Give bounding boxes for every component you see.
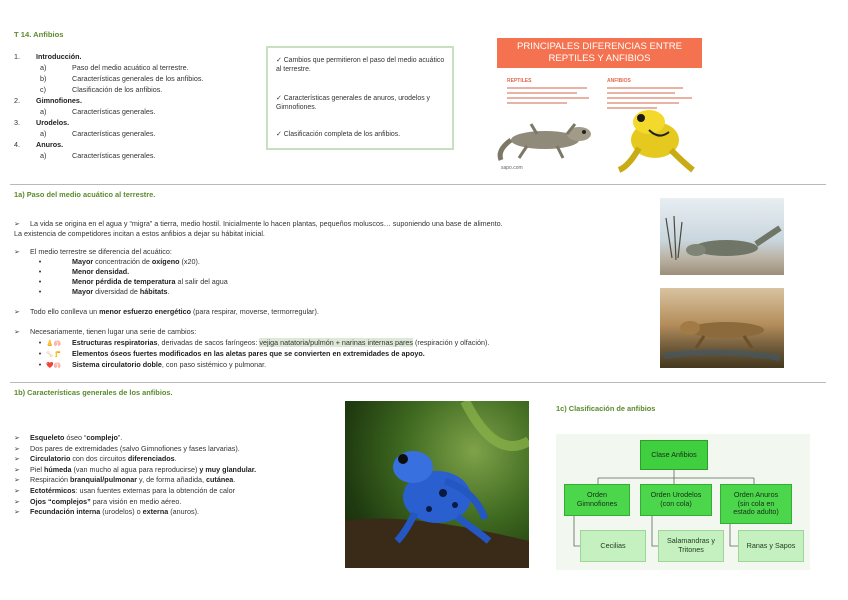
- objective-item: ✓ Características generales de anuros, urodelos y Gimnofiones.: [276, 95, 430, 112]
- heart-icon: ❤️🫁: [46, 363, 61, 369]
- arrow-bullet-icon: ➢: [14, 443, 21, 453]
- change-item: • 👃🫁 Estructuras respiratorias, derivadas de sacos faríngeos: vejiga natatoria/pulmón + narinas internas pares (respiración y olfación).: [38, 338, 490, 347]
- arrow-bullet-icon: ➢: [14, 475, 21, 485]
- differences-title: PRINCIPALES DIFERENCIAS ENTRE REPTILES Y ANFIBIOS: [497, 38, 702, 68]
- paragraph-origin: ➢ La vida se origina en el agua y “migra” a tierra, medio hostil. Inicialmente lo hacen plantas, pequeños moluscos… suponiendo una base de alimento.: [14, 219, 503, 228]
- characteristic-item: ➢ Fecundación interna (urodelos) o externa (anuros).: [14, 507, 199, 517]
- arrow-bullet-icon: ➢: [14, 454, 21, 464]
- section-1c-heading: 1c) Clasificación de anfibios: [556, 404, 656, 413]
- list-item: • Menor pérdida de temperatura al salir del agua: [38, 277, 228, 286]
- section-divider: [10, 184, 826, 185]
- list-item: • Mayor concentración de oxígeno (x20).: [38, 257, 200, 266]
- blue-frog-photo: [345, 401, 529, 568]
- arrow-bullet-icon: ➢: [14, 247, 21, 256]
- anfibios-column-title: ANFIBIOS: [607, 78, 631, 84]
- highlight: vejiga natatoria/pulmón + narinas internas pares: [259, 338, 414, 347]
- gecko-illustration: [497, 110, 597, 168]
- differences-card: [497, 38, 702, 174]
- yellow-frog-illustration: [609, 100, 701, 174]
- paragraph-origin-cont: La existencia de competidores incitan a estos anfibios a dejar su hábitat inicial.: [14, 229, 265, 238]
- reptiles-column-title: REPTILES: [507, 78, 532, 84]
- arrow-bullet-icon: ➢: [14, 219, 21, 228]
- characteristic-item: ➢ Respiración branquial/pulmonar y, de forma añadida, cutánea.: [14, 475, 236, 485]
- arrow-bullet-icon: ➢: [14, 307, 21, 316]
- paragraph-energia: ➢ Todo ello conlleva un menor esfuerzo energético (para respirar, moverse, termorregular).: [14, 307, 319, 316]
- arrow-bullet-icon: ➢: [14, 496, 21, 506]
- node-orden-gimnofiones: Orden Gimnofiones: [564, 484, 630, 516]
- section-1b-heading: 1b) Características generales de los anfibios.: [14, 388, 173, 397]
- classification-diagram: [556, 434, 810, 570]
- section-1a-heading: 1a) Paso del medio acuático al terrestre.: [14, 190, 156, 199]
- characteristic-item: ➢ Dos pares de extremidades (salvo Gimnofiones y fases larvarias).: [14, 443, 240, 453]
- arrow-bullet-icon: ➢: [14, 327, 21, 336]
- bone-icon: 🦴🦵: [46, 352, 61, 358]
- node-orden-urodelos: Orden Urodelos (con cola): [640, 484, 712, 516]
- outline-label: Introducción.: [36, 52, 82, 61]
- objective-item: ✓ Cambios que permitieron el paso del medio acuático al terrestre.: [276, 57, 445, 74]
- node-salamandras-tritones: Salamandras y Tritones: [658, 530, 724, 562]
- amphibian-fossil-photo-2: [660, 288, 784, 368]
- paragraph-cambios: ➢ Necesariamente, tienen lugar una serie de cambios:: [14, 327, 197, 336]
- characteristic-item: ➢ Ectotérmicos: usan fuentes externas para la obtención de calor: [14, 486, 235, 495]
- objectives-box: [266, 46, 454, 150]
- node-ranas-sapos: Ranas y Sapos: [738, 530, 804, 562]
- characteristic-item: ➢ Esqueleto óseo “complejo”.: [14, 433, 123, 442]
- section-divider: [10, 382, 826, 383]
- characteristic-item: ➢ Ojos “complejos” para visión en medio aéreo.: [14, 496, 182, 506]
- list-item: • Menor densidad.: [38, 267, 130, 276]
- node-orden-anuros: Orden Anuros (sin cola en estado adulto): [720, 484, 792, 524]
- paragraph-terrestre: ➢ El medio terrestre se diferencia del acuático:: [14, 247, 172, 256]
- change-item: • ❤️🫁 Sistema circulatorio doble, con paso sistémico y pulmonar.: [38, 360, 267, 369]
- characteristic-item: ➢ Circulatorio con dos circuitos diferenciados.: [14, 454, 177, 464]
- objective-item: ✓ Clasificación completa de los anfibios.: [276, 131, 401, 138]
- image-credit: sapo.com: [501, 165, 523, 171]
- characteristic-item: ➢ Piel húmeda (van mucho al agua para reproducirse) y muy glandular.: [14, 464, 257, 474]
- node-clase-anfibios: Clase Anfibios: [640, 440, 708, 470]
- arrow-bullet-icon: ➢: [14, 464, 21, 474]
- arrow-bullet-icon: ➢: [14, 486, 21, 495]
- lung-nose-icon: 👃🫁: [46, 341, 61, 347]
- amphibian-fossil-photo-1: [660, 198, 784, 275]
- list-item: • Mayor diversidad de hábitats.: [38, 287, 170, 296]
- page-title: T 14. Anfibios: [14, 30, 64, 39]
- node-cecilias: Cecilias: [580, 530, 646, 562]
- change-item: • 🦴🦵 Elementos óseos fuertes modificados en las aletas pares que se convierten en extremidades de apoyo.: [38, 349, 425, 358]
- arrow-bullet-icon: ➢: [14, 433, 21, 442]
- arrow-bullet-icon: ➢: [14, 507, 21, 517]
